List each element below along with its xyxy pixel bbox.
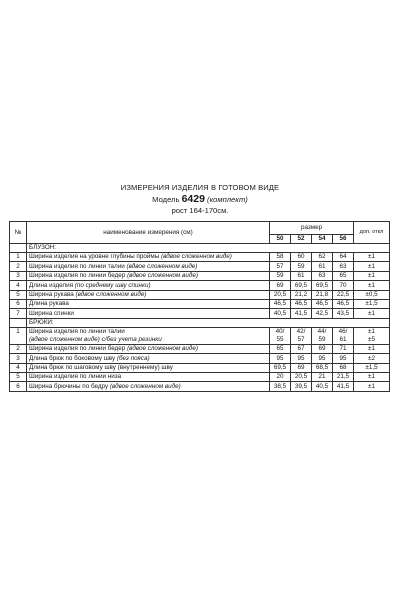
size-value: 67 bbox=[291, 344, 312, 353]
size-value: 61 bbox=[291, 271, 312, 280]
measurement-name bbox=[27, 372, 270, 381]
model-line bbox=[0, 193, 400, 206]
size-value: 21,2 bbox=[291, 290, 312, 299]
size-value: 68,5 bbox=[312, 363, 333, 372]
size-value: 69 bbox=[291, 363, 312, 372]
size-value: 21,8 bbox=[312, 290, 333, 299]
size-value: 95 bbox=[312, 354, 333, 363]
col-num-header: № bbox=[10, 222, 27, 244]
height-range: рост 164-170см. bbox=[171, 206, 229, 215]
tolerance-value: ±1 bbox=[354, 262, 390, 271]
size-54: 54 bbox=[312, 235, 333, 244]
measurement-note: (вдвое сложенном виде) bbox=[127, 272, 198, 280]
measurement-name bbox=[27, 299, 270, 308]
table-row bbox=[10, 372, 390, 381]
measurement-note: (вдвое сложенном виде) bbox=[127, 345, 198, 353]
section-num-cell bbox=[10, 318, 27, 327]
measurement-name bbox=[27, 281, 270, 290]
row-number: 3 bbox=[10, 354, 27, 363]
size-value: 20,5 bbox=[291, 372, 312, 381]
row-number: 5 bbox=[10, 372, 27, 381]
size-value: 21 bbox=[312, 372, 333, 381]
measurement-note: (вдвое сложенном виде) bbox=[160, 253, 232, 261]
size-value: 58 bbox=[270, 253, 291, 262]
measurement-note: (вдвое сложенном виде) bbox=[126, 262, 198, 270]
section-row bbox=[10, 244, 390, 253]
col-name-header: наименование измерения (см) bbox=[27, 222, 270, 244]
size-50: 50 bbox=[270, 235, 291, 244]
measurement-name bbox=[27, 382, 270, 391]
measurements-table bbox=[9, 221, 390, 392]
table-row bbox=[10, 281, 390, 290]
section-title: БЛУЗОН: bbox=[27, 244, 390, 253]
model-number: 6429 bbox=[181, 193, 205, 205]
tolerance-value: ±0,5 bbox=[354, 290, 390, 299]
measurement-note: (без пояса) bbox=[116, 354, 150, 362]
measurement-label: Ширина брючины по бедру bbox=[29, 382, 109, 390]
measurement-name bbox=[27, 354, 270, 363]
measurement-name bbox=[27, 327, 270, 344]
size-value: 95 bbox=[270, 354, 291, 363]
measurement-label: Ширина рукава bbox=[29, 290, 74, 298]
row-number: 7 bbox=[10, 309, 27, 318]
row-number: 1 bbox=[10, 327, 27, 344]
table-header-row bbox=[10, 222, 390, 235]
size-value: 59 bbox=[291, 262, 312, 271]
size-value: 65 bbox=[333, 271, 354, 280]
size-value: 70 bbox=[333, 281, 354, 290]
measurement-note: (вдвое сложенном виде) с/без учета резинки bbox=[29, 335, 162, 343]
size-value: 21,5 bbox=[333, 372, 354, 381]
size-value: 20 bbox=[270, 372, 291, 381]
size-value: 69,5 bbox=[291, 281, 312, 290]
size-value: 44/ 59 bbox=[312, 327, 333, 344]
row-number: 4 bbox=[10, 363, 27, 372]
tolerance-value: ±1 bbox=[354, 281, 390, 290]
tolerance-value: ±2 bbox=[354, 354, 390, 363]
size-value: 41,5 bbox=[333, 382, 354, 391]
tolerance-value: ±1 bbox=[354, 271, 390, 280]
table-body bbox=[10, 244, 390, 392]
measurement-note: (вдвое сложенном виде) bbox=[75, 290, 147, 298]
size-value: 57 bbox=[270, 262, 291, 271]
size-value: 69 bbox=[270, 281, 291, 290]
measurement-name bbox=[27, 344, 270, 353]
size-value: 69 bbox=[312, 344, 333, 353]
size-value: 40,5 bbox=[312, 382, 333, 391]
size-value: 63 bbox=[312, 271, 333, 280]
col-tolerance-header: доп. откл bbox=[354, 222, 390, 244]
tolerance-value: ±1,5 bbox=[354, 299, 390, 308]
row-number: 1 bbox=[10, 253, 27, 262]
table-row bbox=[10, 354, 390, 363]
model-label: Модель bbox=[152, 195, 180, 204]
section-title: БРЮКИ: bbox=[27, 318, 390, 327]
row-number: 2 bbox=[10, 262, 27, 271]
size-value: 46,5 bbox=[291, 299, 312, 308]
row-number: 2 bbox=[10, 344, 27, 353]
row-number: 4 bbox=[10, 281, 27, 290]
measurement-name bbox=[27, 363, 270, 372]
model-suffix: (комплект) bbox=[207, 195, 248, 204]
measurement-label: Длина брюк по шаговому шву (внутреннему) шву bbox=[29, 363, 173, 371]
row-number: 6 bbox=[10, 299, 27, 308]
measurement-name bbox=[27, 290, 270, 299]
size-value: 20,5 bbox=[270, 290, 291, 299]
size-value: 71 bbox=[333, 344, 354, 353]
measurement-label: Ширина спинки bbox=[29, 309, 74, 317]
size-value: 65 bbox=[270, 344, 291, 353]
table-row bbox=[10, 363, 390, 372]
table-row bbox=[10, 299, 390, 308]
size-value: 46/ 61 bbox=[333, 327, 354, 344]
measurement-label: Ширина изделия по линии низа bbox=[29, 373, 122, 381]
section-row bbox=[10, 318, 390, 327]
size-value: 60 bbox=[291, 253, 312, 262]
size-56: 56 bbox=[333, 235, 354, 244]
tolerance-value: ±1 bbox=[354, 344, 390, 353]
size-value: 46,5 bbox=[333, 299, 354, 308]
tolerance-value: ±1 bbox=[354, 253, 390, 262]
size-value: 41,5 bbox=[291, 309, 312, 318]
size-value: 40/ 55 bbox=[270, 327, 291, 344]
measurement-note: (по среднему шву спинки) bbox=[74, 281, 151, 289]
section-num-cell bbox=[10, 244, 27, 253]
measurement-label: Ширина изделия по линии бедер bbox=[29, 272, 126, 280]
measurement-name bbox=[27, 262, 270, 271]
size-value: 38,5 bbox=[270, 382, 291, 391]
tolerance-value: ±1,5 bbox=[354, 363, 390, 372]
table-row bbox=[10, 253, 390, 262]
size-value: 69,5 bbox=[312, 281, 333, 290]
measurement-label: Длина рукава bbox=[29, 300, 69, 308]
tolerance-value: ±1 bbox=[354, 309, 390, 318]
measurement-label: Ширина изделия по линии бедер bbox=[29, 345, 126, 353]
tolerance-value: ±1 ±5 bbox=[354, 327, 390, 344]
size-value: 42,5 bbox=[312, 309, 333, 318]
size-value: 63 bbox=[333, 262, 354, 271]
table-row bbox=[10, 327, 390, 344]
measurement-name bbox=[27, 309, 270, 318]
table-row bbox=[10, 290, 390, 299]
measurement-name bbox=[27, 271, 270, 280]
table-row bbox=[10, 271, 390, 280]
table-row bbox=[10, 382, 390, 391]
row-number: 6 bbox=[10, 382, 27, 391]
measurement-note: (вдвое сложенном виде) bbox=[109, 382, 181, 390]
measurement-label: Длина брюк по боковому шву bbox=[29, 354, 116, 362]
measurement-label: Ширина изделия по линии талии bbox=[29, 328, 125, 336]
measurement-label: Ширина изделия на уровне глубины проймы bbox=[29, 253, 160, 261]
row-number: 5 bbox=[10, 290, 27, 299]
measurement-label: Ширина изделия по линии талии bbox=[29, 262, 125, 270]
tolerance-value: ±1 bbox=[354, 372, 390, 381]
size-value: 42/ 57 bbox=[291, 327, 312, 344]
size-value: 61 bbox=[312, 262, 333, 271]
table-row bbox=[10, 262, 390, 271]
size-value: 64 bbox=[333, 253, 354, 262]
size-value: 46,5 bbox=[270, 299, 291, 308]
size-value: 39,5 bbox=[291, 382, 312, 391]
table-row bbox=[10, 344, 390, 353]
size-value: 40,5 bbox=[270, 309, 291, 318]
size-value: 43,5 bbox=[333, 309, 354, 318]
col-size-header: размер bbox=[270, 222, 354, 235]
document-title: ИЗМЕРЕНИЯ ИЗДЕЛИЯ В ГОТОВОМ ВИДЕ bbox=[120, 183, 280, 192]
document-header bbox=[0, 183, 400, 215]
size-value: 62 bbox=[312, 253, 333, 262]
table-row bbox=[10, 309, 390, 318]
tolerance-value: ±1 bbox=[354, 382, 390, 391]
size-value: 68 bbox=[333, 363, 354, 372]
size-value: 22,5 bbox=[333, 290, 354, 299]
size-value: 95 bbox=[291, 354, 312, 363]
size-value: 46,5 bbox=[312, 299, 333, 308]
size-value: 69,5 bbox=[270, 363, 291, 372]
row-number: 3 bbox=[10, 271, 27, 280]
size-value: 95 bbox=[333, 354, 354, 363]
size-52: 52 bbox=[291, 235, 312, 244]
measurement-label: Длина изделия bbox=[29, 281, 74, 289]
measurement-name bbox=[27, 253, 270, 262]
size-value: 59 bbox=[270, 271, 291, 280]
